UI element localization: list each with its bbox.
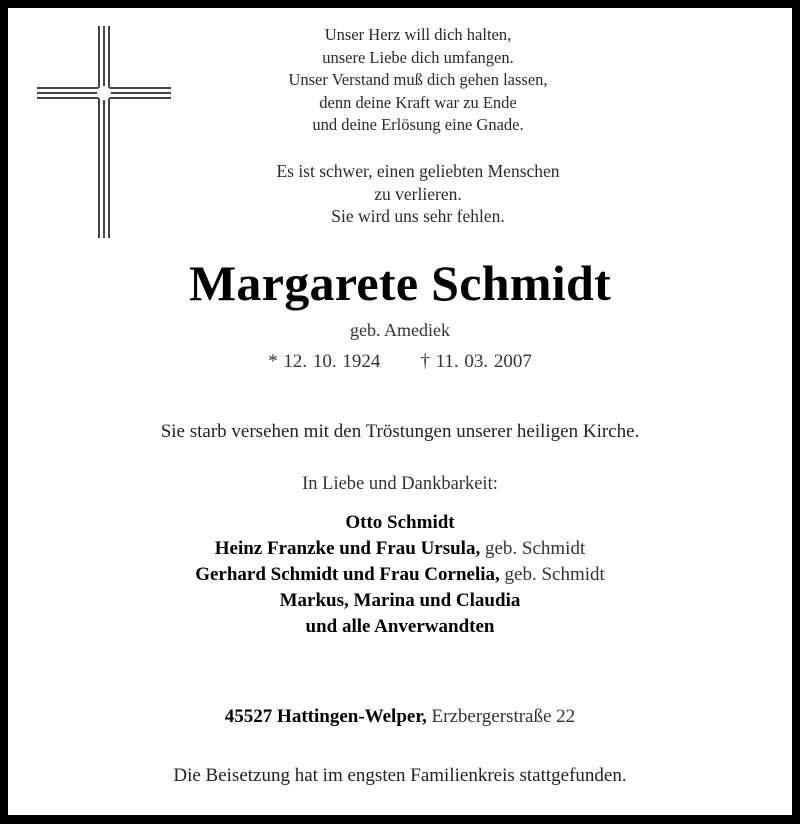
address (8, 706, 792, 728)
poem-line: Unser Verstand muß dich gehen lassen, (288, 70, 548, 89)
poem-line: Es ist schwer, einen geliebten Menschen (276, 161, 560, 181)
poem-line: und deine Erlösung eine Gnade. (312, 115, 524, 134)
burial-line: Die Beisetzung hat im engsten Familienkreis stattgefunden. (173, 765, 627, 786)
mourner: und alle Anverwandten (305, 616, 495, 637)
poem (208, 24, 628, 137)
sacraments-line: Sie starb versehen mit den Tröstungen unserer heiligen Kirche. (160, 421, 640, 442)
mourner: Gerhard Schmidt und Frau Cornelia, geb. Schmidt (195, 564, 605, 585)
poem-line: zu verlieren. (374, 183, 462, 204)
obituary-notice (8, 8, 792, 815)
cross-icon (37, 26, 173, 240)
poem-second-stanza (208, 160, 628, 228)
mourner: Markus, Marina und Claudia (279, 590, 521, 611)
address-street: Erzbergerstraße 22 (426, 706, 576, 727)
mourner: Heinz Franzke und Frau Ursula, geb. Schmidt (214, 538, 586, 559)
address-city: 45527 Hattingen-Welper, (224, 706, 427, 727)
life-dates (8, 351, 792, 373)
mourners-list (8, 510, 792, 640)
mourner: Otto Schmidt (345, 512, 455, 533)
death-date: † 11. 03. 2007 (420, 351, 532, 372)
thanks-line: In Liebe und Dankbarkeit: (302, 474, 498, 494)
poem-line: unsere Liebe dich umfangen. (322, 47, 514, 67)
poem-line: Unser Herz will dich halten, (324, 25, 512, 44)
birth-date: * 12. 10. 1924 (268, 351, 381, 372)
maiden-name: geb. Amediek (350, 320, 450, 340)
poem-line: Sie wird uns sehr fehlen. (331, 206, 505, 226)
deceased-name: Margarete Schmidt (188, 255, 612, 311)
poem-line: denn deine Kraft war zu Ende (319, 92, 517, 112)
